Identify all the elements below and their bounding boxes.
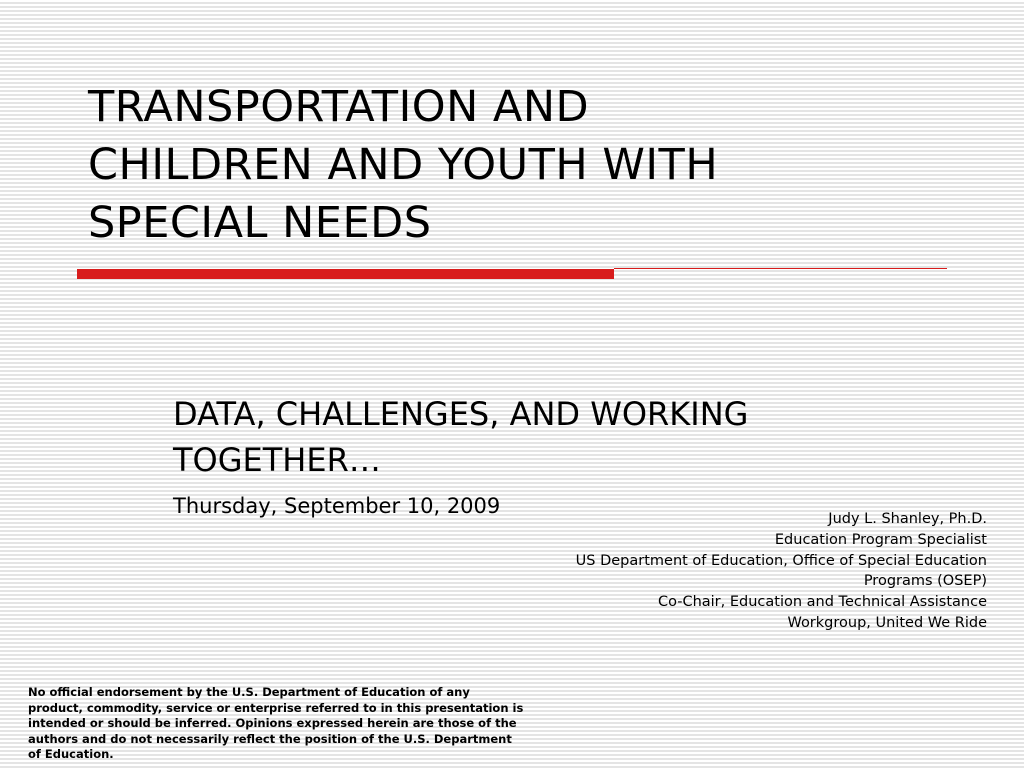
title-line: SPECIAL NEEDS (88, 198, 432, 248)
presenter-line: Co-Chair, Education and Technical Assistance (657, 594, 987, 611)
disclaimer-line: product, commodity, service or enterprise referred to in this presentation is (28, 700, 524, 715)
presentation-date: Thursday, September 10, 2009 (173, 494, 501, 518)
presenter-line: Judy L. Shanley, Ph.D. (828, 511, 987, 527)
title-line: TRANSPORTATION AND (88, 82, 590, 132)
presenter-line: Programs (OSEP) (863, 573, 987, 590)
title-line: CHILDREN AND YOUTH WITH (88, 140, 719, 190)
disclaimer-line: of Education. (28, 747, 114, 762)
subtitle-line: TOGETHER… (173, 441, 381, 479)
slide-subtitle (173, 391, 973, 483)
subtitle-line: DATA, CHALLENGES, AND WORKING (173, 395, 749, 433)
disclaimer-line: authors and do not necessarily reflect the position of the U.S. Department (28, 731, 512, 746)
disclaimer-line: No official endorsement by the U.S. Department of Education of any (28, 685, 470, 699)
title-underline-thin (614, 268, 947, 269)
title-underline-thick (77, 269, 614, 279)
slide-title (88, 78, 968, 252)
presenter-line: Education Program Specialist (774, 531, 987, 548)
presenter-line: Workgroup, United We Ride (787, 614, 987, 631)
presenter-line: US Department of Education, Office of Special Education (575, 552, 987, 569)
disclaimer-line: intended or should be inferred. Opinions expressed herein are those of the (28, 716, 517, 731)
presenter-block (467, 509, 987, 634)
disclaimer (28, 685, 588, 763)
